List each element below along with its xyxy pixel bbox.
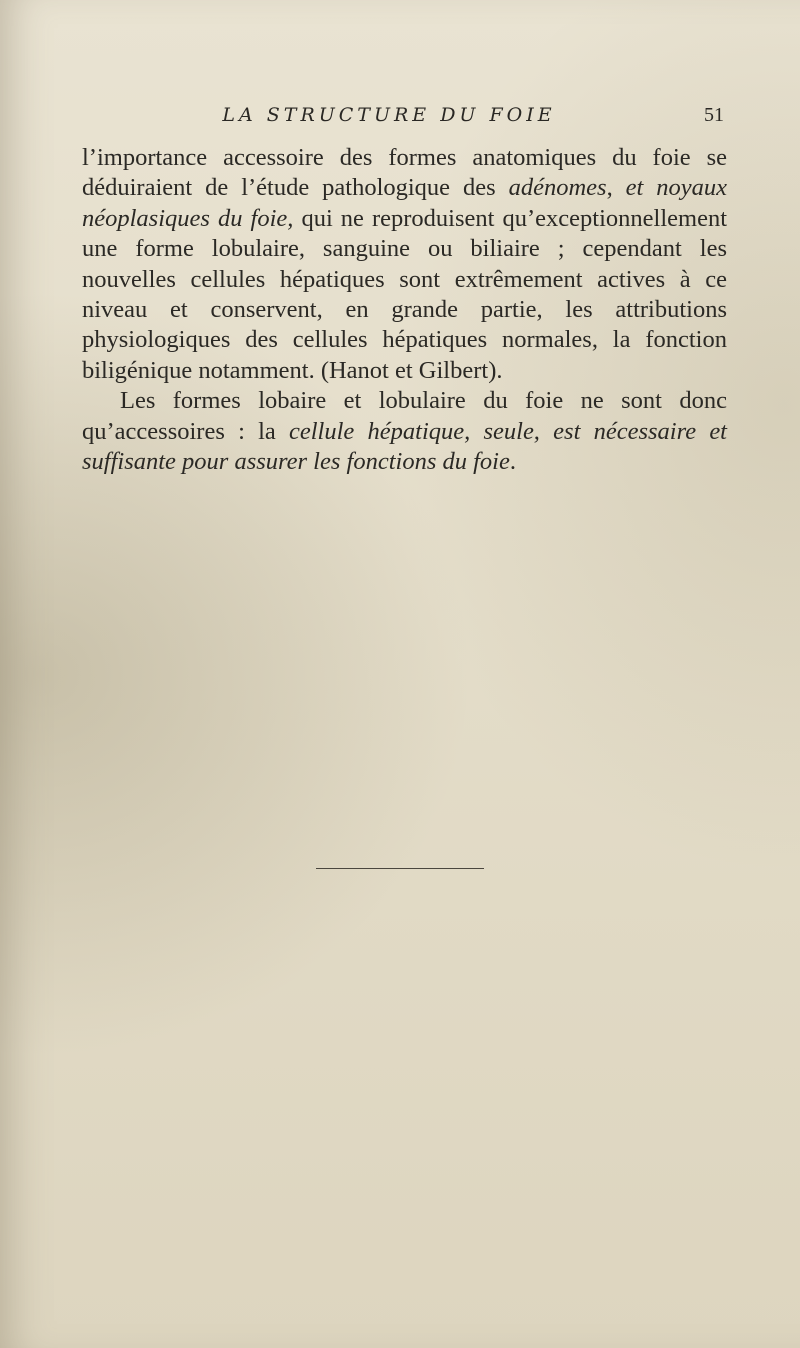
paragraph-2-text-2: .	[509, 448, 516, 476]
running-head	[84, 104, 724, 134]
body-text	[82, 143, 727, 477]
paragraph-2-text-1: Les formes lobaire et lobulaire du foie ne sont donc qu’accessoires : la	[82, 387, 727, 445]
page-number: 51	[704, 104, 724, 126]
paragraph-1-italic-1: adénomes	[508, 174, 607, 202]
section-divider	[316, 868, 484, 869]
paragraph-1-text-1: l’importance accessoire des formes anatomiques du foie se déduiraient de l’étude pathologique des	[82, 144, 727, 202]
paragraph-1-text-3: qui ne reproduisent qu’exceptionnellement une forme lobulaire, sanguine ou biliaire ; cependant les nouvelles cellules hépatiques sont extrêmement actives à ce niveau et conservent, en grande partie, les attributions physiologiques des cellules hépatiques normales, la fonction biligénique notamment. (Hanot et Gilbert).	[82, 204, 727, 384]
paragraph-2	[82, 386, 727, 477]
paragraph-1	[82, 143, 727, 386]
paragraph-1-italic-2: et noyaux néoplasiques du foie,	[82, 174, 728, 232]
running-title: LA STRUCTURE DU FOIE	[222, 104, 556, 126]
paragraph-2-italic-1: cellule hépatique, seule, est nécessaire et suffisante pour assurer les fonctions du foie	[82, 417, 727, 476]
paragraph-1-text-2: ,	[606, 174, 626, 202]
